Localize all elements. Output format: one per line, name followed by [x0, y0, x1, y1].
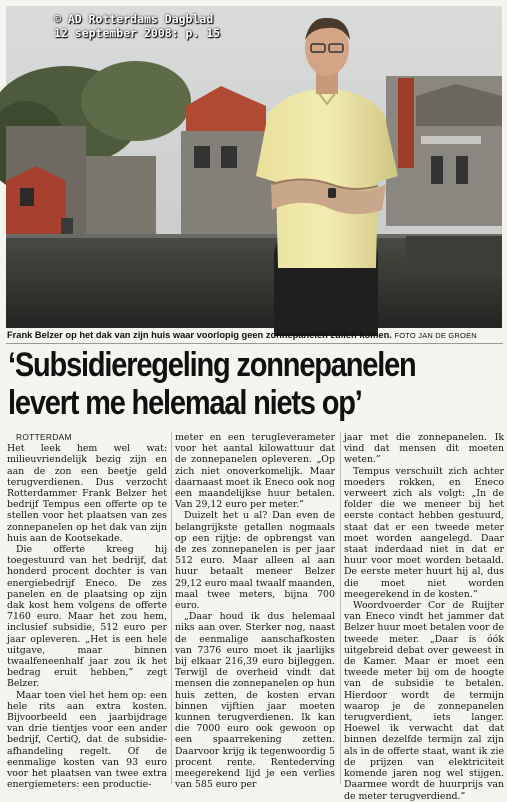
article-column-1: [7, 432, 167, 791]
copyright-source: © AD Rotterdams Dagblad: [54, 12, 214, 26]
paragraph: jaar met die zonnepanelen. Ik vind dat mensen dit moeten weten.”: [344, 432, 504, 466]
caption-text: Frank Belzer op het dak van zijn huis waar voorlopig geen zonnepanelen zullen komen.: [7, 330, 392, 340]
copyright-credit: [54, 12, 220, 40]
headline-line-1: ‘Subsidieregeling zonnepanelen: [8, 346, 416, 384]
paragraph: meter en een terugleverameter voor het aantal kilowattuur dat de zonnepanelen opleveren. „Op zich niet onoverkomelijk. Maar daarnaast moet ik Eneco ook nog een maandelijkse huur betalen. Van 29,12 euro per meter.”: [175, 432, 335, 511]
article-column-2: [175, 432, 335, 791]
rooftop-photo-illustration: [6, 6, 502, 328]
paragraph: Duizelt het u al? Dan even de belangrijkste getallen nogmaals op een rijtje: de opbrengst van de zes zonnepanelen is per jaar 512 euro. Maar alleen al aan huur betaalt meneer Belzer 29,12 euro maal twaalf maanden, maal twee meters, bijna 700 euro.: [175, 510, 335, 612]
paragraph: Maar toen viel het hem op: een hele rits aan extra kosten. Bijvoorbeeld een jaarbijdrage van drie tientjes voor een ander bedrijf, CertiQ, dat de subsidie-afhandeling regelt. Of de eenmalige kosten van 93 euro voor het plaatsen van twee extra energiemeters: een productie-: [7, 689, 167, 791]
dateline: ROTTERDAM: [16, 432, 72, 442]
publication-date: 12 september 2008: p. 15: [54, 26, 221, 40]
divider-line: [6, 343, 503, 344]
paragraph: Woordvoerder Cor de Ruijter van Eneco vindt het jammer dat Belzer huur moet betalen voor de tweede meter. „Daar is óók uitgebreid debat over geweest in de Kamer. Maar er moet een tweede meter bij om de hoogte van de subsidie te betalen. Hierdoor wordt de termijn waarop je de zonnepanelen terugverdient, iets langer. Hoewel ik verwacht dat dat binnen dezelfde termijn zal zijn als in de offerte staat, want ik zie de prijzen van elektriciteit komende jaren nog wel stijgen. Daarmee wordt de huurprijs van de meter terugverdiend.”: [344, 600, 504, 802]
paragraph: Tempus verschuilt zich achter moeders rokken, en Eneco verweert zich als volgt: „In de folder die we meneer bij het eerste contact hebben gestuurd, staat dat er een tweede meter moet worden aangelegd. Daar staat inderdaad niet in dat er huur voor moet worden betaald. De eerste meter huurt hij al, dus die moet niet worden meegerekend in de kosten.”: [344, 465, 504, 600]
photo-caption: [7, 330, 503, 340]
article-column-3: [344, 432, 504, 802]
paragraph: Het leek hem wel wat: milieuvriendelijk bezig zijn en aan de zon een beetje geld terugverdienen. Dus verzocht Rotterdammer Frank Belzer het bedrijf Tempus een offerte op te stellen voor het plaatsen van zes zonnepanelen op het dak van zijn huis aan de Kootsekade.: [7, 443, 167, 544]
photo-credit: FOTO JAN DE GROEN: [394, 331, 477, 340]
article-photo: [6, 6, 502, 328]
paragraph: „Daar houd ik dus helemaal niks aan over. Sterker nog, naast de eenmalige aanschafkosten van 7376 euro moet ik jaarlijks bij elkaar 216,39 euro bijleggen. Terwijl de overheid vindt dat mensen die zonnepanelen op hun huis zetten, de kosten ervan binnen vijftien jaar moeten kunnen terugverdienen. Ik kan die 7000 euro ook gewoon op een spaarrekening zetten. Daarvoor krijg ik tegenwoordig 5 procent rente. Rentederving meegerekend lijd je een verlies van 585 euro per: [175, 611, 335, 791]
paragraph: Die offerte kreeg hij toegestuurd van het bedrijf, dat honderd procent dochter is van energiebedrijf Eneco. De zes panelen en de plaatsing op zijn dak kost hem volgens de offerte 7160 euro. Maar het zou hem, inclusief subsidie, 512 euro per jaar opleveren. „Het is een hele uitgave, maar binnen twaalfeneenhalf jaar zou ik het bedrag eruit hebben,” zegt Belzer.: [7, 544, 167, 690]
headline-line-2: levert me helemaal niets op’: [8, 384, 362, 422]
article-body: [7, 432, 504, 802]
article-headline: [8, 346, 423, 422]
